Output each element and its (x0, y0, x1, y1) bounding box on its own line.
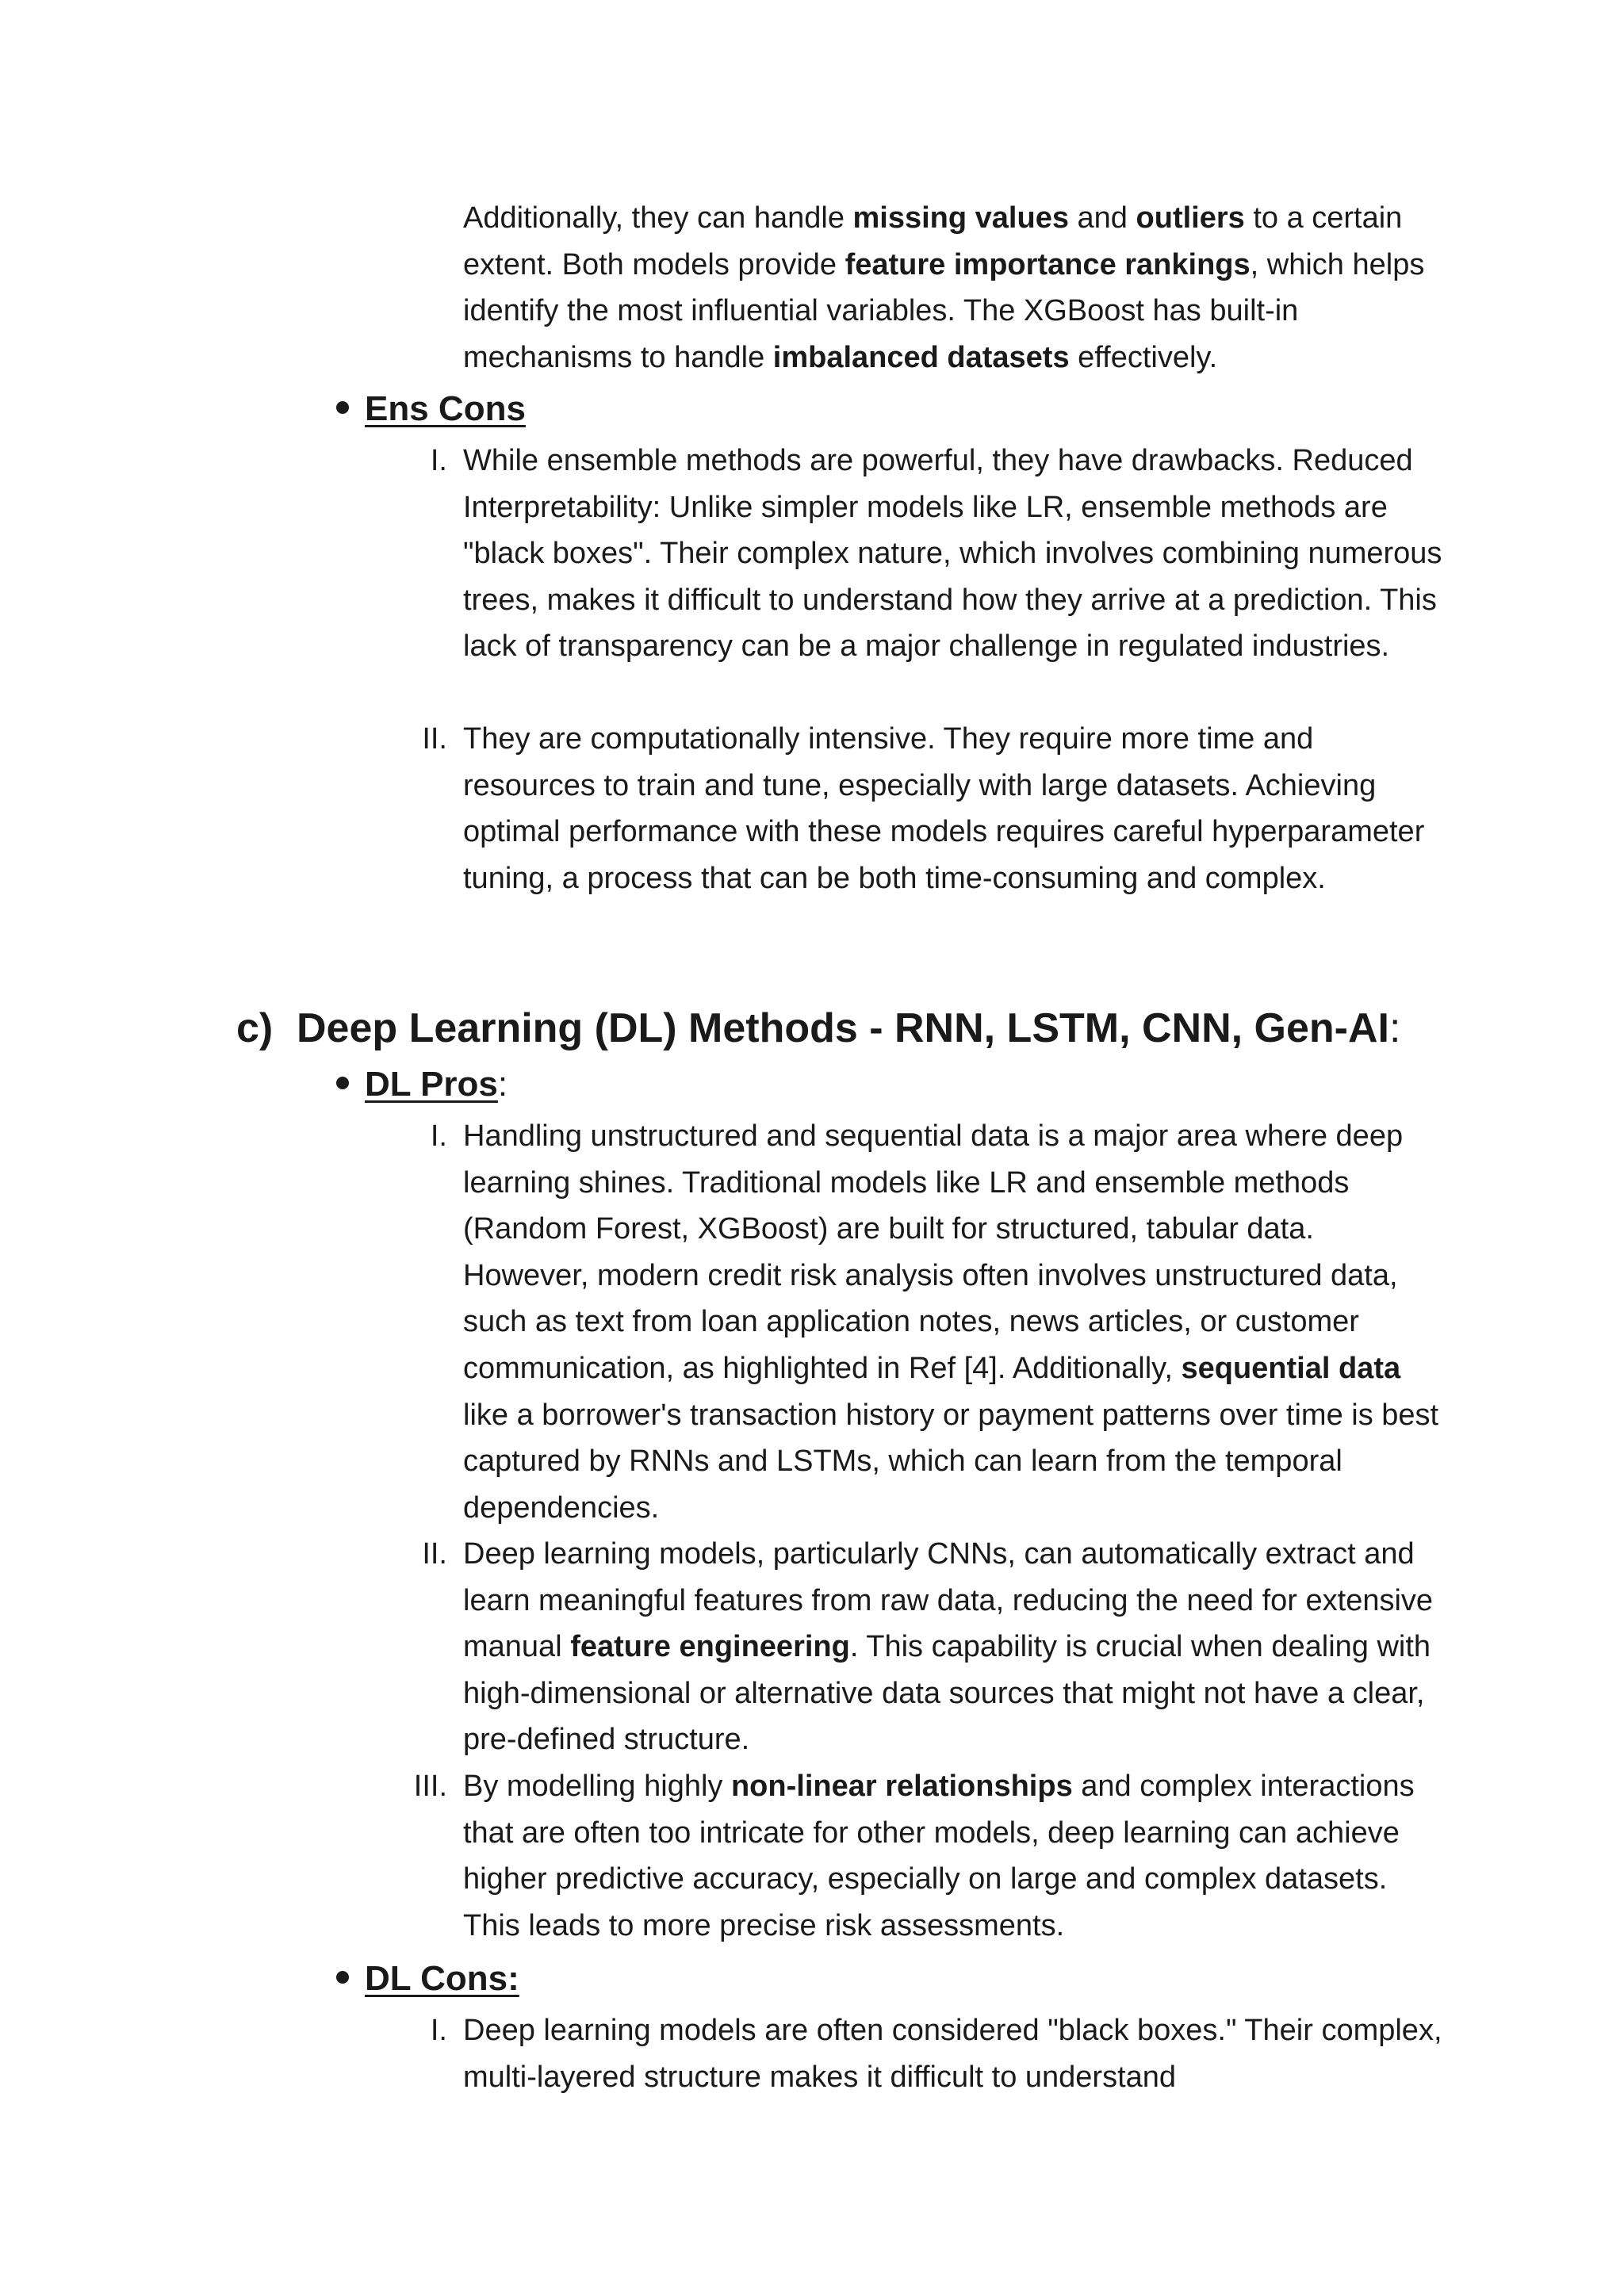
bold-term: missing values (852, 201, 1069, 235)
bold-term: non-linear relationships (730, 1770, 1073, 1803)
text-run: By modelling highly (463, 1770, 731, 1803)
text-run: Handling unstructured and sequential data is a major area where deep learning shines. Traditional models like LR and ensemble methods (Random Forest, XGBoost) are built for structured, tabular data. However, modern credit risk analysis often involves unstructured data, such as text from loan application notes, news articles, or customer communication, as highlighted in Ref [4]. Additionally, (463, 1119, 1404, 1385)
text-run: and (1068, 201, 1136, 235)
text-run: effectively. (1069, 340, 1218, 374)
bold-term: imbalanced datasets (772, 340, 1070, 374)
bullet-label: DL Pros (365, 1065, 498, 1104)
list-marker: I. (430, 1119, 447, 1153)
bullet-label: Ens Cons (365, 389, 526, 428)
section-title: Deep Learning (DL) Methods - RNN, LSTM, CNN, Gen-AI (297, 1005, 1389, 1051)
bullet-dl-cons (336, 1955, 519, 2003)
section-letter: c) (236, 1005, 274, 1051)
list-item (463, 1531, 1446, 1763)
list-marker: I. (430, 444, 447, 477)
bold-term: feature engineering (570, 1630, 850, 1664)
bold-term: feature importance rankings (845, 247, 1251, 281)
text-run: and complex interactions that are often too intricate for other models, deep learning can achieve higher predictive accuracy, especially on large and complex datasets. This leads to more precise risk assessments. (463, 1770, 1415, 1942)
bullet-dot-icon (336, 401, 349, 414)
list-item (463, 1763, 1446, 1949)
bullet-dot-icon (336, 1971, 349, 1984)
text-run: Additionally, they can handle (463, 201, 853, 235)
bullet-label: DL Cons: (365, 1959, 519, 1998)
list-marker: II. (422, 1537, 447, 1571)
text-run: like a borrower's transaction history or payment patterns over time is best captured by RNNs and LSTMs, which can learn from the temporal dependencies. (463, 1398, 1439, 1525)
bold-term: sequential data (1181, 1351, 1401, 1385)
bullet-ens-cons (336, 385, 526, 433)
text-run: to a certain extent. Both models provide (463, 201, 1403, 281)
list-item: They are computationally intensive. They require more time and resources to train and tune, especially with large datasets. Achieving optimal performance with these models requires careful hyperparameter tuning, a process that can be both time-consuming and complex. (463, 722, 1425, 895)
continuation-paragraph (463, 195, 1446, 381)
text-run: , which helps identify the most influential variables. The XGBoost has built-in mechanisms to handle (463, 247, 1425, 374)
bold-term: outliers (1136, 201, 1245, 235)
section-colon: : (1388, 1005, 1401, 1051)
list-marker: I. (430, 2014, 447, 2047)
text-run: . This capability is crucial when dealing with high-dimensional or alternative data sources that might not have a clear, pre-defined structure. (463, 1630, 1431, 1757)
text-run: Deep learning models, particularly CNNs, can automatically extract and learn meaningful features from raw data, reducing the need for extensive manual (463, 1537, 1434, 1664)
bullet-suffix: : (497, 1065, 508, 1104)
list-item: Deep learning models are often considered "black boxes." Their complex, multi-layered structure makes it difficult to understand (463, 2014, 1442, 2094)
list-marker: II. (422, 722, 447, 756)
list-item (463, 1113, 1446, 1531)
section-heading (236, 1001, 1400, 1056)
list-marker: III. (413, 1770, 447, 1803)
bullet-dl-pros (336, 1061, 508, 1108)
list-item: While ensemble methods are powerful, they have drawbacks. Reduced Interpretability: Unlike simpler models like LR, ensemble methods are "black boxes". Their complex nature, which involves combining numerous trees, makes it difficult to understand how they arrive at a prediction. This lack of transparency can be a major challenge in regulated industries. (463, 444, 1442, 664)
bullet-dot-icon (336, 1077, 349, 1089)
